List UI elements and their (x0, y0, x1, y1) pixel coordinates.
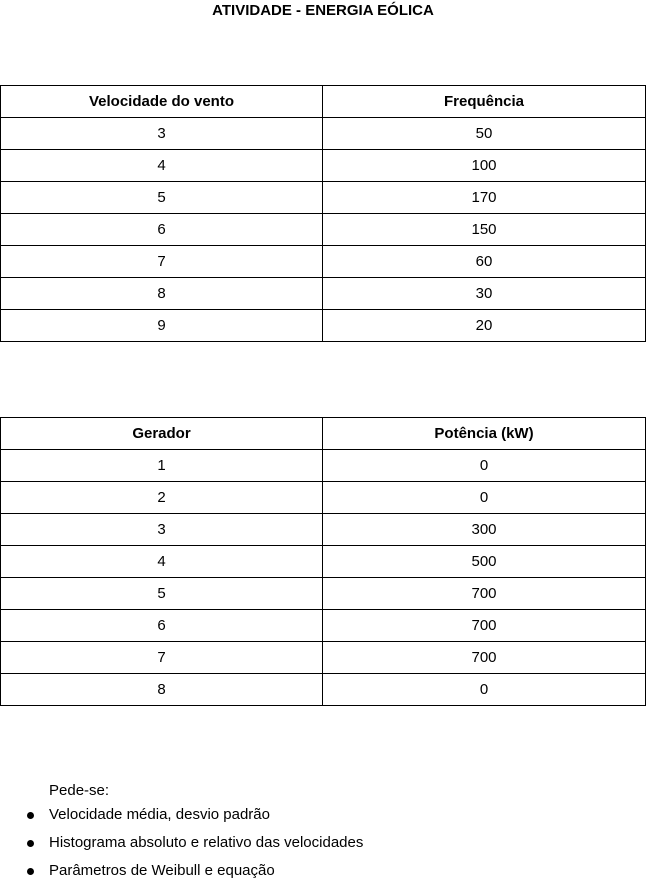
tasks-section (0, 781, 646, 889)
generator-cell: 1 (1, 450, 323, 482)
table-row (1, 450, 646, 482)
table-row (1, 118, 646, 150)
table-row (1, 546, 646, 578)
table-row (1, 514, 646, 546)
wind-speed-cell: 5 (1, 182, 323, 214)
power-cell: 700 (323, 642, 646, 674)
generator-cell: 4 (1, 546, 323, 578)
task-text: Velocidade média, desvio padrão (49, 806, 270, 823)
wind-speed-cell: 4 (1, 150, 323, 182)
table-row (1, 482, 646, 514)
wind-speed-cell: 3 (1, 118, 323, 150)
generator-cell: 2 (1, 482, 323, 514)
wind-frequency-table (0, 85, 646, 342)
tasks-intro: Pede-se: (49, 782, 110, 799)
table-row (1, 214, 646, 246)
power-cell: 500 (323, 546, 646, 578)
column-header-frequency: Frequência (323, 86, 646, 118)
generator-cell: 6 (1, 610, 323, 642)
task-text: Histograma absoluto e relativo das velocidades (49, 834, 364, 851)
task-text: Parâmetros de Weibull e equação (49, 862, 275, 879)
power-cell: 0 (323, 450, 646, 482)
bullet-icon (27, 812, 34, 819)
column-header-generator: Gerador (1, 418, 323, 450)
column-header-wind-speed: Velocidade do vento (1, 86, 323, 118)
wind-speed-cell: 6 (1, 214, 323, 246)
generator-cell: 8 (1, 674, 323, 706)
frequency-cell: 170 (323, 182, 646, 214)
table-header-row (1, 86, 646, 118)
generator-cell: 7 (1, 642, 323, 674)
frequency-cell: 60 (323, 246, 646, 278)
frequency-cell: 100 (323, 150, 646, 182)
bullet-icon (27, 840, 34, 847)
list-item (0, 861, 646, 889)
generator-cell: 3 (1, 514, 323, 546)
power-cell: 0 (323, 674, 646, 706)
tasks-list (0, 805, 646, 889)
power-cell: 700 (323, 610, 646, 642)
page-title: ATIVIDADE - ENERGIA EÓLICA (212, 2, 434, 19)
table-row (1, 310, 646, 342)
table-row (1, 150, 646, 182)
frequency-cell: 150 (323, 214, 646, 246)
list-item (0, 833, 646, 861)
table-row (1, 278, 646, 310)
table-header-row (1, 418, 646, 450)
wind-speed-cell: 7 (1, 246, 323, 278)
list-item (0, 805, 646, 833)
frequency-cell: 30 (323, 278, 646, 310)
frequency-cell: 50 (323, 118, 646, 150)
column-header-power: Potência (kW) (323, 418, 646, 450)
power-cell: 300 (323, 514, 646, 546)
power-cell: 700 (323, 578, 646, 610)
table-row (1, 642, 646, 674)
bullet-icon (27, 868, 34, 875)
generator-power-table (0, 417, 646, 706)
table-row (1, 674, 646, 706)
table-row (1, 578, 646, 610)
wind-speed-cell: 8 (1, 278, 323, 310)
frequency-cell: 20 (323, 310, 646, 342)
generator-cell: 5 (1, 578, 323, 610)
table-row (1, 246, 646, 278)
table-row (1, 182, 646, 214)
power-cell: 0 (323, 482, 646, 514)
table-row (1, 610, 646, 642)
wind-speed-cell: 9 (1, 310, 323, 342)
